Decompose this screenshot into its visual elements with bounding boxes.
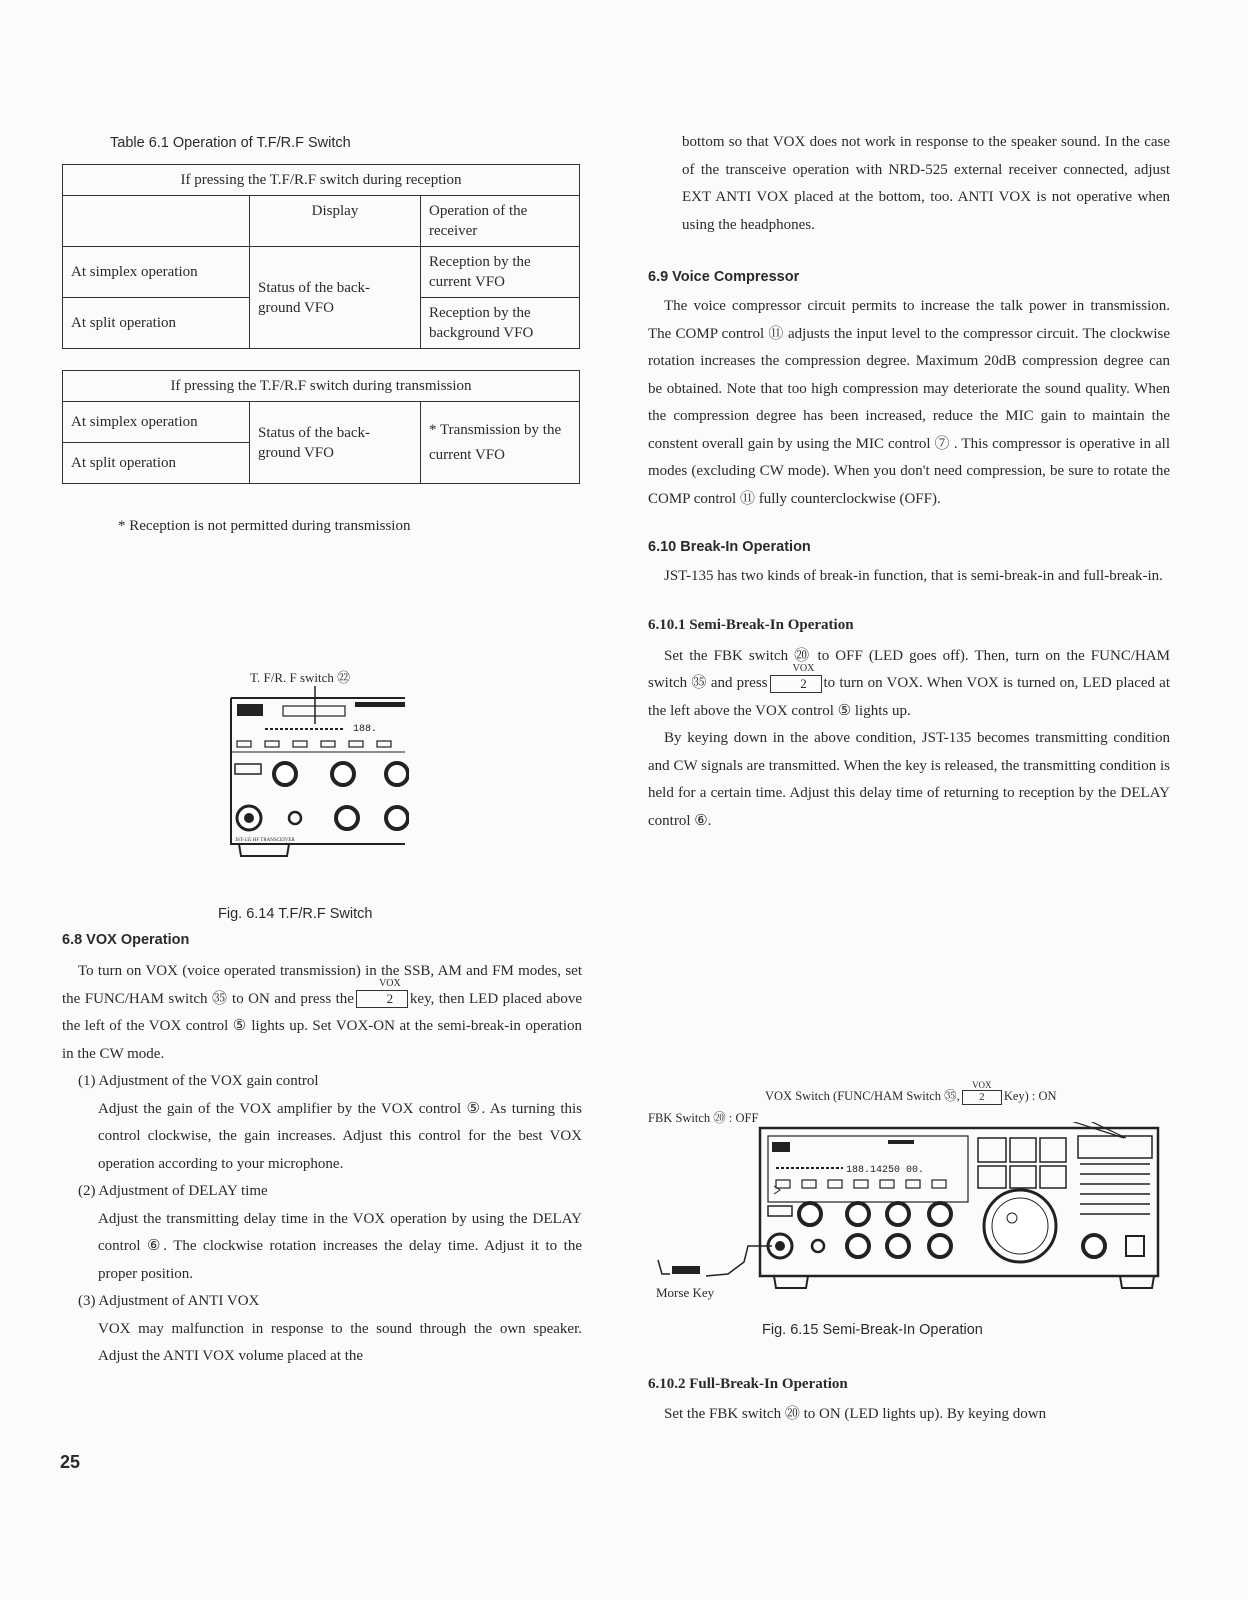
full-break-in-text: Set the FBK switch ⑳ to ON (LED lights up). By keying down [664,1406,1047,1422]
fig614-model: JST-135 HF TRANSCEIVER [235,838,295,843]
break-in-text: JST-135 has two kinds of break-in function, that is semi-break-in and full-break-in. [664,568,1163,584]
fig615-key-box: VOX 2 [962,1090,1002,1105]
transmission-table [62,370,580,484]
col-display: Display [250,196,421,247]
vox-key-2-box: VOX 2 [356,990,408,1008]
fbk-switch-label: FBK Switch ⑳ : OFF [648,1111,759,1125]
heading-6-8: 6.8 VOX Operation [62,932,190,948]
table-footnote: * Reception is not permitted during transmission [118,518,411,534]
item-2-title: (2) Adjustment of DELAY time [78,1183,268,1199]
tx-display-value: Status of the back-ground VFO [250,402,421,484]
col-operation: Operation of the receiver [421,196,580,247]
tx-row-split: At split operation [63,443,250,484]
transmission-header: If pressing the T.F/R.F switch during transmission [63,371,580,402]
tx-op-value: * Transmission by the current VFO [421,402,580,484]
item-1-title: (1) Adjustment of the VOX gain control [78,1073,319,1089]
fig614-display: 188. [353,724,378,735]
split-op: Reception by the background VFO [421,298,580,349]
row-simplex: At simplex operation [63,247,250,298]
transceiver-front-panel-figure [648,1122,1168,1302]
item-1-text: Adjust the gain of the VOX amplifier by the VOX control ⑤. As turning this control clockwise, the gain increases. Adjust this control for the best VOX operation according to your microphone. [98,1100,582,1172]
page-number: 25 [60,1452,81,1472]
display-value: Status of the back-ground VFO [250,247,421,349]
reception-header: If pressing the T.F/R.F switch during reception [63,165,580,196]
heading-6-10: 6.10 Break-In Operation [648,539,811,555]
heading-6-10-1: 6.10.1 Semi-Break-In Operation [648,616,854,633]
row-split: At split operation [63,298,250,349]
vox-paragraph: To turn on VOX (voice operated transmission) in the SSB, AM and FM modes, set the FUNC/HAM switch ㉟ to ON and press the VOX 2 key, then LED placed above the left of the VOX control ⑤ lights up. Set VOX-ON at the semi-break-in operation in the CW mode. [62,963,582,1062]
reception-table [62,164,580,349]
fig615-caption: Fig. 6.15 Semi-Break-In Operation [762,1322,983,1338]
semi-break-in-p1: Set the FBK switch ⑳ to OFF (LED goes off). Then, turn on the FUNC/HAM switch ㉟ and press VOX 2 to turn on VOX. When VOX is turned on, LED placed at the left above the VOX control ⑤ lights up. [648,647,1170,719]
item-2-text: Adjust the transmitting delay time in the VOX operation by using the DELAY control ⑥. The clockwise rotation increases the delay time. Adjust it to the proper position. [98,1210,582,1282]
table-caption: Table 6.1 Operation of T.F/R.F Switch [110,135,351,151]
vox-switch-label: VOX Switch (FUNC/HAM Switch ㉟, VOX 2 Key) : ON [765,1079,1057,1103]
item-3-text: VOX may malfunction in response to the sound through the own speaker. Adjust the ANTI VOX volume placed at the [98,1320,582,1364]
fig614-caption: Fig. 6.14 T.F/R.F Switch [218,906,373,922]
tx-row-simplex: At simplex operation [63,402,250,443]
anti-vox-continuation: bottom so that VOX does not work in response to the speaker sound. In the case of the transceive operation with NRD-525 external receiver connected, adjust EXT ANTI VOX placed at the bottom, too. ANTI VOX is not operative when using the headphones. [682,134,1170,233]
tf-rf-switch-label: T. F/R. F switch ㉒ [250,670,351,685]
heading-6-10-2: 6.10.2 Full-Break-In Operation [648,1376,848,1392]
transceiver-closeup-figure [225,684,409,874]
compressor-text: The voice compressor circuit permits to increase the talk power in transmission. The COMP control ⑪ adjusts the input level to the compressor circuit. The clockwise rotation increases the compression degree. Maximum 20dB compression degree can be obtained. Note that too high compression may deteriorate the sound quality. When the compression degree has been increased, reduce the MIC gain to maintain the constent overall gain by using the MIC control ⑦ . This compressor is operative in all modes (excluding CW mode). When you don't need compression, be sure to rotate the COMP control ⑪ fully counterclockwise (OFF). [648,298,1170,507]
simplex-op: Reception by the current VFO [421,247,580,298]
morse-key-label: Morse Key [656,1285,715,1300]
vox-key-2-box-right: VOX 2 [770,675,822,693]
heading-6-9: 6.9 Voice Compressor [648,269,800,285]
fig615-display: 188.14250 00. [846,1165,925,1176]
item-3-title: (3) Adjustment of ANTI VOX [78,1293,260,1309]
semi-break-in-p2: By keying down in the above condition, JST-135 becomes transmitting condition and CW signals are transmitted. When the key is released, the transmitting condition is held for a certain time. Adjust this delay time of returning to reception by the DELAY control ⑥. [648,730,1170,829]
